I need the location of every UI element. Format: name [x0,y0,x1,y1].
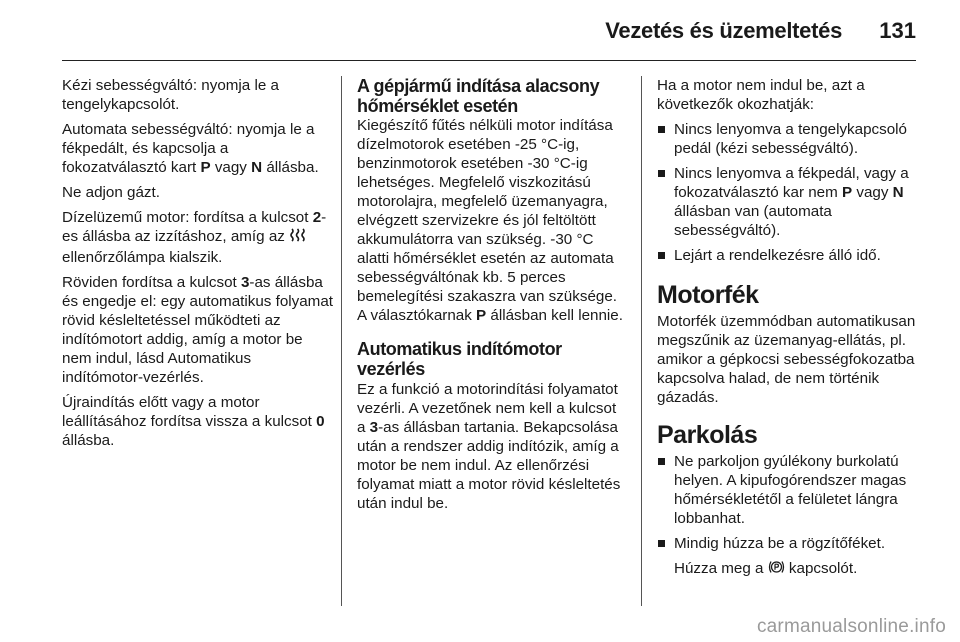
paragraph: Ne adjon gázt. [62,184,160,201]
page-number: 131 [879,18,916,43]
paragraph: Dízelüzemű motor: fordítsa a kulcsot 2-es állásba az izzításhoz, amíg az ellenőrzőlámpa kialszik. [62,209,327,266]
list-item: Mindig húzza be a rögzítőféket. [657,534,921,553]
paragraph: Újraindítás előtt vagy a motor leállításához fordítsa vissza a kulcsot 0 állásba. [62,394,325,449]
section-heading: A gépjármű indítása alacsony hőmérséklet esetén [357,76,600,116]
column-divider [641,76,642,606]
glow-plug-icon [289,227,306,248]
paragraph: Kiegészítő fűtés nélküli motor indítása dízelmotorok esetében -25 °C-ig, benzinmotorok esetében -30 °C-ig lehetséges. Megfelelő viszkozitású motorolajra, megfelelő üzemanyagra, elvégzett szervizekre és jól feltöltött akkumulátorra van szükség. -30 °C alatti hőmérséklet esetén az automata sebességváltónak kb. 5 perces bemelegítési szakaszra van szüksége. A választókarnak P állásban kell lennie. [357,117,623,324]
column-middle [357,76,625,519]
bullet-list [657,452,921,553]
section-heading: Motorfék [657,281,759,309]
column-left [62,76,334,456]
list-item: Nincs lenyomva a fékpedál, vagy a fokozatválasztó kar nem P vagy N állásban van (automata sebességváltó). [657,164,921,240]
paragraph: Röviden fordítsa a kulcsot 3-as állásba és engedje el: egy automatikus folyamat rövid késleltetéssel működteti az indítómotort addig, amíg a motor be nem indul, lásd Automatikus indítómotor-vezérlés. [62,274,334,386]
watermark: carmanualsonline.info [756,616,946,637]
bullet-list [657,120,921,265]
paragraph: Motorfék üzemmódban automatikusan megszűnik az üzemanyag-ellátás, pl. amikor a gépkocsi sebességfokozatba kapcsolva halad, de nem történik gázadás. [657,313,916,406]
parking-brake-icon [768,559,785,580]
column-right [657,76,921,586]
header-divider [62,60,916,61]
page-header [0,0,960,60]
paragraph: Automata sebességváltó: nyomja le a fékpedált, és kapcsolja a fokozatválasztó kart P vagy N állásba. [62,121,319,176]
paragraph: Húzza meg a kapcsolót. [657,559,921,580]
section-heading: Automatikus indítómotor vezérlés [357,339,562,379]
list-item: Ne parkoljon gyúlékony burkolatú helyen. A kipufogórendszer magas hőmérsékletétől a felületet lángra lobbanhat. [657,452,921,528]
paragraph: Ez a funkció a motorindítási folyamatot vezérli. A vezetőnek nem kell a kulcsot a 3-as állásban tartania. Bekapcsolása után a rendszer addig indítózik, amíg a motor be nem indul. Az ellenőrzési folyamat miatt a motor rövid késleltetés után indul be. [357,381,621,512]
paragraph: Kézi sebességváltó: nyomja le a tengelykapcsolót. [62,77,279,113]
column-divider [341,76,342,606]
paragraph: Ha a motor nem indul be, azt a következők okozhatják: [657,77,865,113]
list-item: Nincs lenyomva a tengelykapcsoló pedál (kézi sebességváltó). [657,120,921,158]
section-heading: Parkolás [657,421,758,449]
list-item: Lejárt a rendelkezésre álló idő. [657,246,921,265]
page-title: Vezetés és üzemeltetés [605,18,842,43]
